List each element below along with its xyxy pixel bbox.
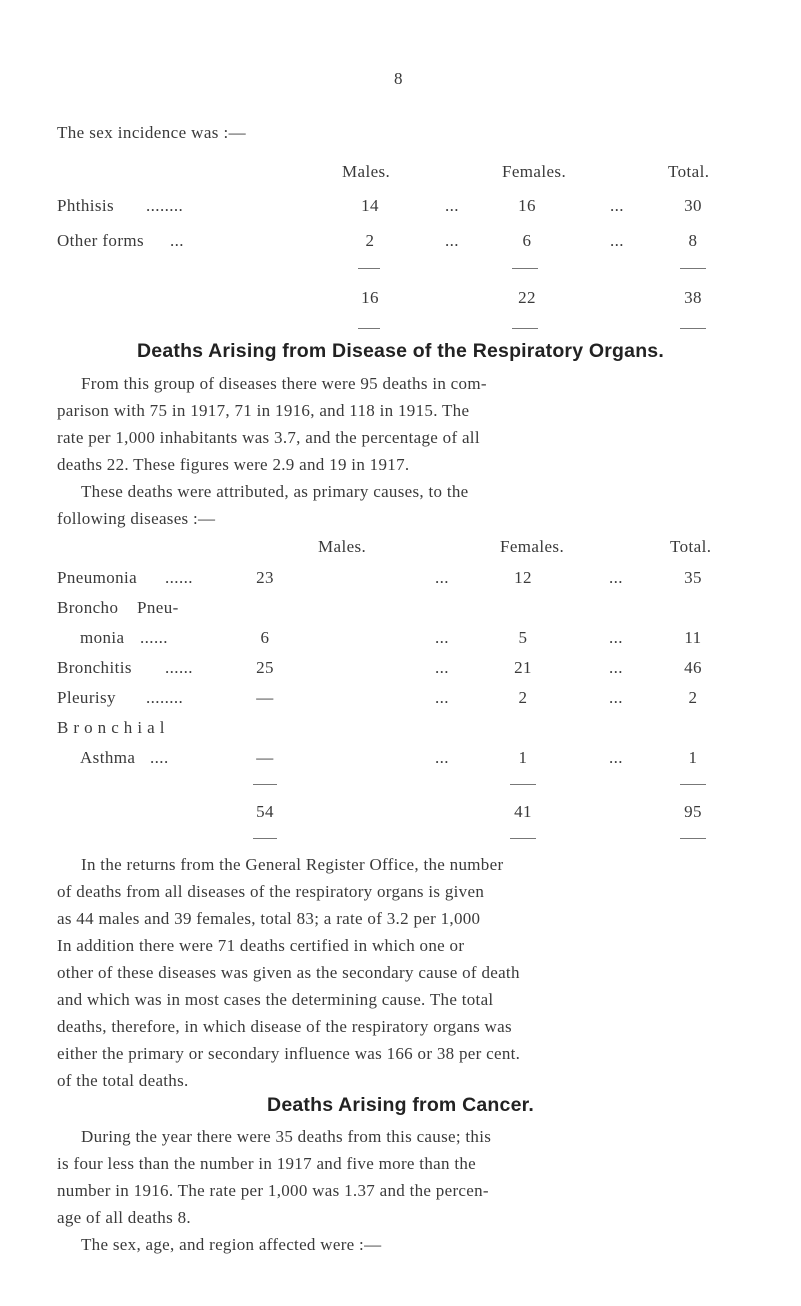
text-line: From this group of diseases there were 95 deaths in com- xyxy=(81,374,487,393)
row-dots: .... xyxy=(150,748,169,767)
row-dots: ........ xyxy=(146,688,184,707)
cell-total: 35 xyxy=(684,568,702,587)
text-line: The sex, age, and region affected were :— xyxy=(81,1235,382,1254)
text-line: rate per 1,000 inhabitants was 3.7, and the percentage of all xyxy=(57,428,480,447)
text-line: deaths 22. These figures were 2.9 and 19 in 1917. xyxy=(57,455,410,474)
page-number: 8 xyxy=(394,69,403,88)
row-label: Pneumonia xyxy=(57,568,138,587)
divider xyxy=(253,784,277,785)
text-line: In the returns from the General Register Office, the number xyxy=(81,855,504,874)
row-label: Bronchitis xyxy=(57,658,132,677)
text-line: age of all deaths 8. xyxy=(57,1208,191,1227)
header-total: Total. xyxy=(668,162,710,181)
total-total: 38 xyxy=(684,288,702,307)
text-line: other of these diseases was given as the secondary cause of death xyxy=(57,963,520,982)
row-dots: ...... xyxy=(165,568,193,587)
cell-males: — xyxy=(256,748,274,767)
text-line: of deaths from all diseases of the respiratory organs is given xyxy=(57,882,485,901)
cell-sep: ... xyxy=(435,628,449,647)
text-line: and which was in most cases the determining cause. The total xyxy=(57,990,494,1009)
total-females: 22 xyxy=(518,288,536,307)
text-line: is four less than the number in 1917 and five more than the xyxy=(57,1154,476,1173)
cell-sep: ... xyxy=(609,688,623,707)
divider xyxy=(680,328,706,329)
divider xyxy=(358,328,380,329)
sex-incidence-intro: The sex incidence was :— xyxy=(57,123,246,142)
total-males: 54 xyxy=(256,802,274,821)
cell-total: 11 xyxy=(684,628,702,647)
text-line: During the year there were 35 deaths from this cause; this xyxy=(81,1127,492,1146)
header-total: Total. xyxy=(670,537,712,556)
text-line: as 44 males and 39 females, total 83; a rate of 3.2 per 1,000 xyxy=(57,909,481,928)
total-males: 16 xyxy=(361,288,379,307)
cell-total: 1 xyxy=(688,748,698,767)
cell-males: 14 xyxy=(361,196,379,215)
cell-sep: ... xyxy=(435,748,449,767)
cell-sep: ... xyxy=(609,568,623,587)
row-dots: ........ xyxy=(146,196,184,215)
cell-sep: ... xyxy=(445,196,459,215)
cell-females: 2 xyxy=(518,688,528,707)
cell-females: 5 xyxy=(518,628,528,647)
cell-sep: ... xyxy=(445,231,459,250)
header-females: Females. xyxy=(500,537,565,556)
row-label: Asthma xyxy=(80,748,136,767)
text-line: either the primary or secondary influence was 166 or 38 per cent. xyxy=(57,1044,521,1063)
total-total: 95 xyxy=(684,802,702,821)
cell-males: — xyxy=(256,688,274,707)
section-heading-cancer: Deaths Arising from Cancer. xyxy=(267,1094,534,1116)
divider xyxy=(680,838,706,839)
divider xyxy=(512,328,538,329)
text-line: following diseases :— xyxy=(57,509,216,528)
text-line: of the total deaths. xyxy=(57,1071,189,1090)
cell-females: 21 xyxy=(514,658,532,677)
divider xyxy=(510,838,536,839)
divider xyxy=(680,784,706,785)
cell-sep: ... xyxy=(435,568,449,587)
cell-males: 25 xyxy=(256,658,274,677)
divider xyxy=(680,268,706,269)
row-dots: ... xyxy=(170,231,184,250)
cell-sep: ... xyxy=(609,628,623,647)
text-line: In addition there were 71 deaths certified in which one or xyxy=(57,936,465,955)
cell-total: 30 xyxy=(684,196,702,215)
cell-sep: ... xyxy=(609,658,623,677)
row-label: Phthisis xyxy=(57,196,115,215)
header-females: Females. xyxy=(502,162,567,181)
cell-sep: ... xyxy=(610,231,624,250)
text-line: deaths, therefore, in which disease of the respiratory organs was xyxy=(57,1017,512,1036)
cell-males: 23 xyxy=(256,568,274,587)
cell-sep: ... xyxy=(610,196,624,215)
cell-total: 2 xyxy=(688,688,698,707)
respiratory-paragraph-3 xyxy=(57,851,747,1094)
row-label: B r o n c h i a l xyxy=(57,718,165,737)
cell-females: 1 xyxy=(518,748,528,767)
row-dots: ...... xyxy=(165,658,193,677)
row-dots: ...... xyxy=(140,628,168,647)
cell-females: 12 xyxy=(514,568,532,587)
cell-sep: ... xyxy=(609,748,623,767)
header-males: Males. xyxy=(318,537,367,556)
total-females: 41 xyxy=(514,802,532,821)
cell-females: 16 xyxy=(518,196,536,215)
cell-sep: ... xyxy=(435,658,449,677)
cell-females: 6 xyxy=(522,231,532,250)
cell-total: 46 xyxy=(684,658,702,677)
cancer-paragraph xyxy=(57,1123,747,1258)
cell-males: 6 xyxy=(260,628,270,647)
divider xyxy=(512,268,538,269)
text-line: number in 1916. The rate per 1,000 was 1.37 and the percen- xyxy=(57,1181,489,1200)
cell-total: 8 xyxy=(688,231,698,250)
row-label: Broncho Pneu- xyxy=(57,598,179,617)
row-label: Other forms xyxy=(57,231,145,250)
text-line: These deaths were attributed, as primary causes, to the xyxy=(81,482,469,501)
text-line: parison with 75 in 1917, 71 in 1916, and 118 in 1915. The xyxy=(57,401,470,420)
respiratory-paragraph-1 xyxy=(57,370,747,532)
section-heading-respiratory: Deaths Arising from Disease of the Respiratory Organs. xyxy=(137,340,664,362)
cell-sep: ... xyxy=(435,688,449,707)
divider xyxy=(358,268,380,269)
row-label: monia xyxy=(80,628,125,647)
divider xyxy=(510,784,536,785)
header-males: Males. xyxy=(342,162,391,181)
row-label: Pleurisy xyxy=(57,688,116,707)
divider xyxy=(253,838,277,839)
cell-males: 2 xyxy=(365,231,375,250)
